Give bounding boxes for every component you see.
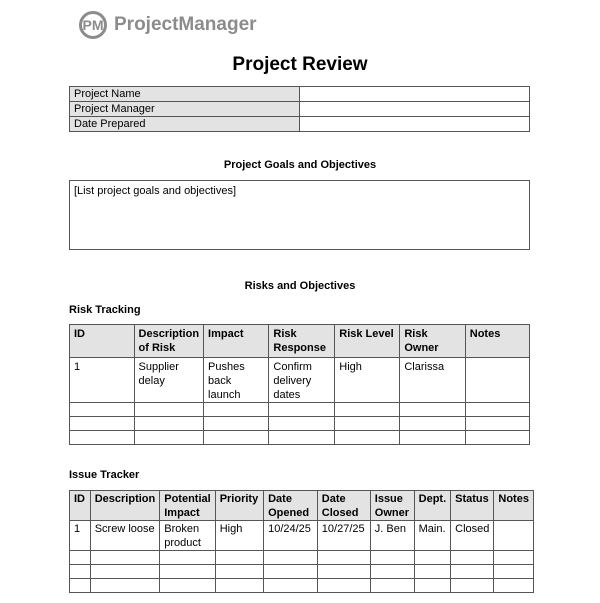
table-cell[interactable] xyxy=(370,551,414,565)
risk-tracking-table xyxy=(69,324,530,445)
column-header: Notes xyxy=(465,325,529,358)
table-cell[interactable] xyxy=(160,579,215,593)
table-cell[interactable]: Closed xyxy=(451,521,494,551)
column-header: Date Opened xyxy=(264,491,318,521)
table-cell[interactable]: Main. xyxy=(414,521,451,551)
table-cell[interactable] xyxy=(414,551,451,565)
table-cell[interactable]: 1 xyxy=(70,358,135,403)
table-header-row xyxy=(70,325,530,358)
table-row xyxy=(70,87,530,102)
risks-heading: Risks and Objectives xyxy=(244,280,356,292)
table-cell[interactable] xyxy=(70,551,91,565)
table-row xyxy=(70,551,534,565)
logo-icon: PM xyxy=(79,11,107,39)
column-header: Notes xyxy=(494,491,534,521)
table-cell[interactable] xyxy=(70,403,135,417)
project-manager-label: Project Manager xyxy=(70,102,300,117)
table-cell[interactable] xyxy=(494,565,534,579)
column-header: Issue Owner xyxy=(370,491,414,521)
column-header: Impact xyxy=(204,325,269,358)
column-header: Description of Risk xyxy=(134,325,204,358)
table-cell[interactable] xyxy=(465,358,529,403)
table-header-row xyxy=(70,491,534,521)
column-header: Description xyxy=(90,491,160,521)
column-header: Date Closed xyxy=(317,491,370,521)
table-cell[interactable]: High xyxy=(215,521,263,551)
table-cell[interactable]: High xyxy=(335,358,400,403)
table-cell[interactable] xyxy=(317,565,370,579)
risk-tracking-heading: Risk Tracking xyxy=(69,304,141,316)
table-cell[interactable] xyxy=(400,403,465,417)
table-row xyxy=(70,102,530,117)
table-cell[interactable]: Screw loose xyxy=(90,521,160,551)
table-row xyxy=(70,403,530,417)
table-cell[interactable]: J. Ben xyxy=(370,521,414,551)
goals-textbox[interactable] xyxy=(69,180,530,250)
table-cell[interactable]: 10/24/25 xyxy=(264,521,318,551)
table-cell[interactable] xyxy=(335,431,400,445)
issue-tracker-heading: Issue Tracker xyxy=(69,469,140,481)
table-cell[interactable]: Broken product xyxy=(160,521,215,551)
table-cell[interactable] xyxy=(70,579,91,593)
table-cell[interactable]: Pushes back launch xyxy=(204,358,269,403)
table-cell[interactable] xyxy=(90,579,160,593)
table-cell[interactable] xyxy=(134,403,204,417)
table-cell[interactable] xyxy=(70,565,91,579)
table-cell[interactable] xyxy=(160,565,215,579)
column-header: Dept. xyxy=(414,491,451,521)
table-cell[interactable] xyxy=(400,431,465,445)
table-cell[interactable] xyxy=(269,403,335,417)
table-row xyxy=(70,358,530,403)
table-cell[interactable] xyxy=(335,403,400,417)
project-manager-field[interactable] xyxy=(300,102,530,117)
logo-text: ProjectManager xyxy=(114,14,257,35)
table-cell[interactable] xyxy=(494,551,534,565)
date-prepared-label: Date Prepared xyxy=(70,117,300,132)
table-cell[interactable]: 1 xyxy=(70,521,91,551)
table-cell[interactable] xyxy=(264,551,318,565)
table-cell[interactable] xyxy=(370,565,414,579)
issue-tracker-table xyxy=(69,490,534,593)
table-cell[interactable] xyxy=(134,431,204,445)
table-cell[interactable]: Supplier delay xyxy=(134,358,204,403)
table-cell[interactable] xyxy=(465,417,529,431)
column-header: Priority xyxy=(215,491,263,521)
column-header: Risk Level xyxy=(335,325,400,358)
table-cell[interactable] xyxy=(204,431,269,445)
project-name-label: Project Name xyxy=(70,87,300,102)
table-cell[interactable] xyxy=(317,551,370,565)
table-row xyxy=(70,417,530,431)
table-cell[interactable] xyxy=(465,431,529,445)
table-cell[interactable] xyxy=(264,579,318,593)
table-cell[interactable] xyxy=(269,431,335,445)
column-header: ID xyxy=(70,491,91,521)
column-header: Risk Owner xyxy=(400,325,465,358)
table-cell[interactable] xyxy=(134,417,204,431)
table-cell[interactable] xyxy=(494,521,534,551)
table-cell[interactable] xyxy=(70,431,135,445)
table-cell[interactable] xyxy=(414,565,451,579)
goals-placeholder: [List project goals and objectives] xyxy=(74,185,237,197)
logo xyxy=(79,8,257,42)
project-name-field[interactable] xyxy=(300,87,530,102)
table-cell[interactable] xyxy=(317,579,370,593)
table-cell[interactable] xyxy=(90,551,160,565)
table-cell[interactable] xyxy=(269,417,335,431)
column-header: Status xyxy=(451,491,494,521)
table-cell[interactable] xyxy=(264,565,318,579)
column-header: Risk Response xyxy=(269,325,335,358)
table-cell[interactable] xyxy=(215,551,263,565)
table-cell[interactable] xyxy=(400,417,465,431)
table-cell[interactable] xyxy=(465,403,529,417)
table-row xyxy=(70,565,534,579)
date-prepared-field[interactable] xyxy=(300,117,530,132)
table-cell[interactable] xyxy=(370,579,414,593)
table-cell[interactable] xyxy=(494,579,534,593)
page-title: Project Review xyxy=(232,54,368,75)
table-row xyxy=(70,117,530,132)
table-cell[interactable]: Confirm delivery dates xyxy=(269,358,335,403)
table-row xyxy=(70,521,534,551)
table-cell[interactable] xyxy=(204,403,269,417)
table-cell[interactable] xyxy=(451,565,494,579)
goals-heading: Project Goals and Objectives xyxy=(223,159,377,171)
table-cell[interactable] xyxy=(90,565,160,579)
table-cell[interactable] xyxy=(70,417,135,431)
column-header: Potential Impact xyxy=(160,491,215,521)
table-cell[interactable] xyxy=(451,551,494,565)
table-cell[interactable]: Clarissa xyxy=(400,358,465,403)
column-header: ID xyxy=(70,325,135,358)
project-info-table xyxy=(69,86,530,132)
table-row xyxy=(70,431,530,445)
table-cell[interactable] xyxy=(335,417,400,431)
table-cell[interactable] xyxy=(451,579,494,593)
table-cell[interactable] xyxy=(160,551,215,565)
table-row xyxy=(70,579,534,593)
table-cell[interactable] xyxy=(215,565,263,579)
table-cell[interactable]: 10/27/25 xyxy=(317,521,370,551)
table-cell[interactable] xyxy=(204,417,269,431)
table-cell[interactable] xyxy=(215,579,263,593)
table-cell[interactable] xyxy=(414,579,451,593)
